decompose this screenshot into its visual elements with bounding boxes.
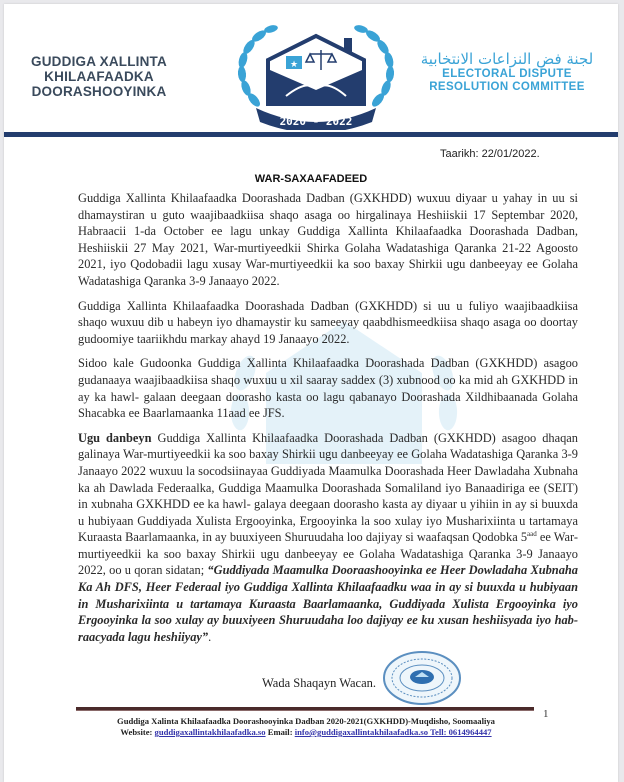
- document-title: WAR-SAXAAFADEED: [254, 173, 368, 185]
- final-period: .: [208, 629, 212, 644]
- website-label: Website:: [120, 727, 155, 737]
- body-paragraph-final: [78, 430, 578, 646]
- org-name-somali: [24, 54, 174, 99]
- ordinal-suffix: aad: [527, 530, 537, 539]
- quoted-resolution: “Guddiyada Maamulka Dooraashooyinka ee Heer Dowladaha Xubnaha Ka Ah DFS, Heer Federaal iyo Guddiga Xallinta Khilaafaadku waa in ay si buuxda u hubiyaan in Musharixiinta u tartamaya Kuraasta Baarlamaanka, Guddiyada Xulista Ergooyinka iyo Ergooyinka la soo xulay ay buuxiyeen Shuruudaha loo dajiyay ee ku xusan heshiisyada iyo hab-raacyada lagu heshiiyay”: [78, 563, 578, 644]
- org-name-line: KHILAAFAADKA: [44, 69, 154, 84]
- closing-salutation: Wada Shaqayn Wacan.: [262, 676, 377, 690]
- org-name-bilingual: [402, 50, 612, 94]
- page-number: 1: [543, 708, 549, 720]
- press-release-body: [78, 190, 578, 645]
- house-icon: [268, 36, 364, 104]
- org-name-arabic: لجنة فض النزاعات الانتخابية: [420, 50, 594, 68]
- document-date: Taarikh: 22/01/2022.: [440, 148, 540, 160]
- header-divider: [4, 132, 618, 137]
- final-text-cont: ee War-murtiyeedkii ka soo baxay Shirkii ugu danbeeyay ee Golaha Wadatashiga Qaranka 3-9 Janaayo 2022, oo u qoran sidatan;: [78, 530, 578, 578]
- org-name-line: DOORASHOOYINKA: [31, 84, 167, 99]
- body-paragraph: Sidoo kale Gudoonka Guddiga Xallinta Khilaafaadka Doorashada Dadban (GXKHDD) asagoo gudanaaya waajibaadkiisa shaqo wuxuu u xil saaray saddex (3) xubnood oo ka mid ah GXKHDD in ay ka hawl- galaan deegaan doorasho kasta oo lagu qabanayo Doorashada Xildhibaanada Golaha Shacabka ee Baarlamaanka 11aad ee JFS.: [78, 356, 578, 421]
- email-link[interactable]: [295, 727, 492, 737]
- final-text: Guddiga Xallinta Khilaafaadka Doorashada Dadban (GXKHDD) asagoo dhaqan galinaya War-murtiyeedkii ka soo baxay Shirkii ugu danbeeyay ee Golaha Wadatashiga Qaranka 3-9 Janaayo 2022 wuxuu la socodsiinayaa Guddiyada Maamulka Doorashada Heer Dawladaha Xubnaha ka ah Dawlada Federaalka, Guddiga Maamulka Doorashada Somaliland iyo Banaadiriga ee (SEIT) in xubnaha GXKHDD ee ka hawl- galaya deegaan doorasho kasta ay diyaar u yihiin in ay si buuxda u hubiyaan Guddiyada Xulista Ergooyinka, Ergooyinka la soo xulay iyo Musharixiinta u tartamaya Kuraasta Baarlamaanka, in ay buuxiyeen Shuruudaha loo dajiyay si waafaqsan Qodobka 5: [78, 430, 578, 545]
- org-name-english-line: RESOLUTION COMMITTEE: [429, 81, 585, 93]
- document-page: [4, 4, 618, 782]
- email-address: info@guddigaxallintakhilaafadka.so: [294, 727, 429, 737]
- final-lead: Ugu danbeyn: [78, 430, 152, 445]
- committee-logo: [216, 18, 416, 130]
- telephone: Tell: 0614964447: [428, 727, 492, 737]
- footer-address: Guddiga Xalinta Khilaafaadka Doorashooyinka Dadban 2020-2021(GXKHDD)-Muqdisho, Soomaaliya: [117, 716, 495, 726]
- body-paragraph: Guddiga Xallinta Khilaafaadka Doorashada Dadban (GXKHDD) si uu u fuliyo waajibaadkiisa shaqo wuxuu dib u habeyn iyo dhamaystir ku sameeyay qaabdhismeedkiisa shaqo asaga oo doortay gudoomiye taariikhdu markay ahayd 19 Janaayo 2022.: [78, 298, 578, 346]
- footer: [76, 716, 536, 738]
- logo-years: 2020 - 2022: [279, 115, 353, 128]
- footer-contacts: [76, 727, 536, 738]
- footer-divider: [76, 707, 534, 711]
- website-link[interactable]: guddigaxallintakhilaafadka.so: [154, 727, 266, 737]
- org-name-english-line: ELECTORAL DISPUTE: [442, 68, 572, 80]
- org-name-line: GUDDIGA XALLINTA: [31, 54, 167, 69]
- email-label: Email:: [265, 727, 295, 737]
- svg-text:★: ★: [289, 59, 299, 69]
- official-seal: [382, 650, 462, 706]
- body-paragraph: Guddiga Xallinta Khilaafaadka Doorashada Dadban (GXKHDD) wuxuu diyaar u yahay in uu si dhamaystiran u guto waajibaadkiisa shaqo asaga oo hirgalinaya Heshiiskii 17 Septembar 2020, Habraacii 1-da October ee lagu unkay Guddiga Xallinta Khilaafaadka Doorashada Dadban, Heshiiskii 27 May 2021, War-murtiyeedkii Shirka Golaha Wadatashiga Qaranka 21-22 Agoosto 2021, iyo Qodobadii lagu xusay War-murtiyeedkii ka soo baxay Shirkii ugu danbeeyay ee Golaha Wadatashiga Qaranka 3-9 Janaayo 2022.: [78, 191, 578, 288]
